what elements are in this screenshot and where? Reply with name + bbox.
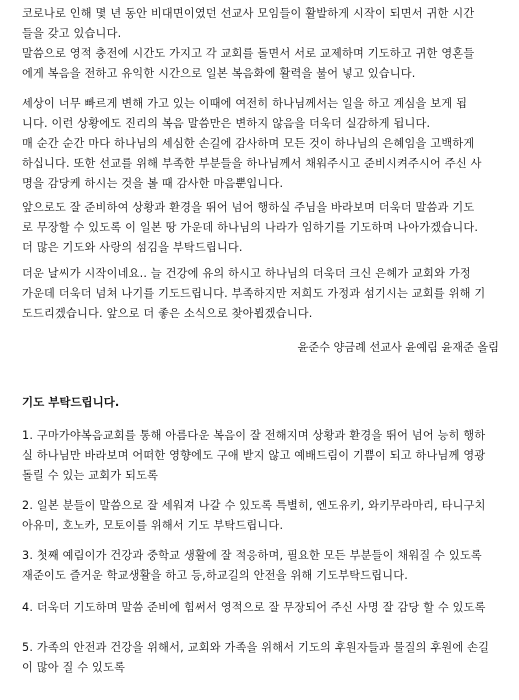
text-line: 에게 복음을 전하고 유익한 시간으로 일본 복음화에 활력을 불어 넣고 있습니다. [22,67,416,80]
text-line: 5. 가족의 안전과 건강을 위해서, 교회와 가족을 위해서 기도의 후원자들과 물질의 후원에 손길 [22,641,490,654]
prayer-item-2 [22,496,506,536]
text-line: 4. 더욱더 기도하며 말씀 준비에 힘써서 영적으로 잘 무장되어 주신 사명 잘 감당 할 수 있도록 [22,601,486,614]
text-line: 하십니다. 또한 선교를 위해 부족한 부분들을 하나님께서 채워주시고 준비시켜주시어 주신 사 [22,157,482,170]
prayer-item-1 [22,426,506,486]
text-line: 코로나로 인해 몇 년 동안 비대면이였던 선교사 모임들이 활발하게 시작이 되면서 귀한 시간 [22,7,475,20]
text-line: 1. 구마가야복음교회를 통해 아름다운 복음이 잘 전해지며 상황과 환경을 뛰어 넘어 능히 행하 [22,429,486,442]
text-line: 3. 첫째 예림이가 건강과 중학교 생활에 잘 적응하며, 필요한 모든 부분들이 채워질 수 있도록 [22,549,482,562]
letter-paragraph-4 [22,198,506,258]
prayer-item-4 [22,598,506,618]
text-line: 말씀으로 영적 충전에 시간도 가지고 각 교회를 돌면서 서로 교제하며 기도하고 귀한 영혼들 [22,47,475,60]
prayer-item-3 [22,546,506,586]
text-line: 들을 갖고 있습니다. [22,27,122,40]
text-line: 세상이 너무 빠르게 변해 가고 있는 이때에 여전히 하나님께서는 일을 하고 계심을 보게 됩 [22,97,468,110]
text-line: 재준이도 즐거운 학교생활을 하고 등,하교길의 안전을 위해 기도부탁드립니다. [22,569,409,582]
text-line: 가운데 더욱더 넘쳐 나기를 기도드립니다. 부족하지만 저희도 가정과 섬기시는 교회를 위해 기 [22,287,486,300]
text-line: 돌릴 수 있는 교회가 되도록 [22,469,159,482]
letter-paragraph-5 [22,264,506,324]
text-line: 도드리겠습니다. 앞으로 더 좋은 소식으로 찾아뵙겠습니다. [22,307,313,320]
prayer-item-5 [22,638,506,678]
text-line: 명을 감당케 하시는 것을 볼 때 감사한 마음뿐입니다. [22,177,284,190]
text-line: 더 많은 기도와 사랑의 섬김을 부탁드립니다. [22,241,243,254]
prayer-heading: 기도 부탁드립니다. [22,395,120,409]
text-line: 이 많아 질 수 있도록 [22,661,126,674]
text-line: 2. 일본 분들이 말씀으로 잘 세워져 나갈 수 있도록 특별히, 엔도유키, 와키무라마리, 타니구치 [22,499,486,512]
text-line: 더운 날씨가 시작이네요.. 늘 건강에 유의 하시고 하나님의 더욱더 크신 은혜가 교회와 가정 [22,267,471,280]
letter-paragraph-2 [22,44,506,84]
text-line: 아유미, 호노카, 모토이를 위해서 기도 부탁드립니다. [22,519,284,532]
letter-signature: 윤준수 양금례 선교사 윤예림 윤재준 올림 [297,341,499,354]
letter-paragraph-3 [22,94,506,194]
text-line: 매 순간 순간 마다 하나님의 세심한 손길에 감사하며 모든 것이 하나님의 은혜임을 고백하게 [22,137,475,150]
text-line: 로 무장할 수 있도록 이 일본 땅 가운데 하나님의 나라가 임하기를 기도하며 나아가겠습니다. [22,221,479,234]
text-line: 앞으로도 잘 준비하여 상황과 환경을 뛰어 넘어 행하실 주님을 바라보며 더욱더 말씀과 기도 [22,201,475,214]
text-line: 니다. 이런 상황에도 진리의 복음 말씀만은 변하지 않음을 더욱더 실감하게 됩니다. [22,117,431,130]
text-line: 실 하나님만 바라보며 어떠한 영향에도 구애 받지 않고 예배드림이 기쁨이 되고 하나님께 영광 [22,449,486,462]
letter-paragraph-1 [22,4,506,44]
